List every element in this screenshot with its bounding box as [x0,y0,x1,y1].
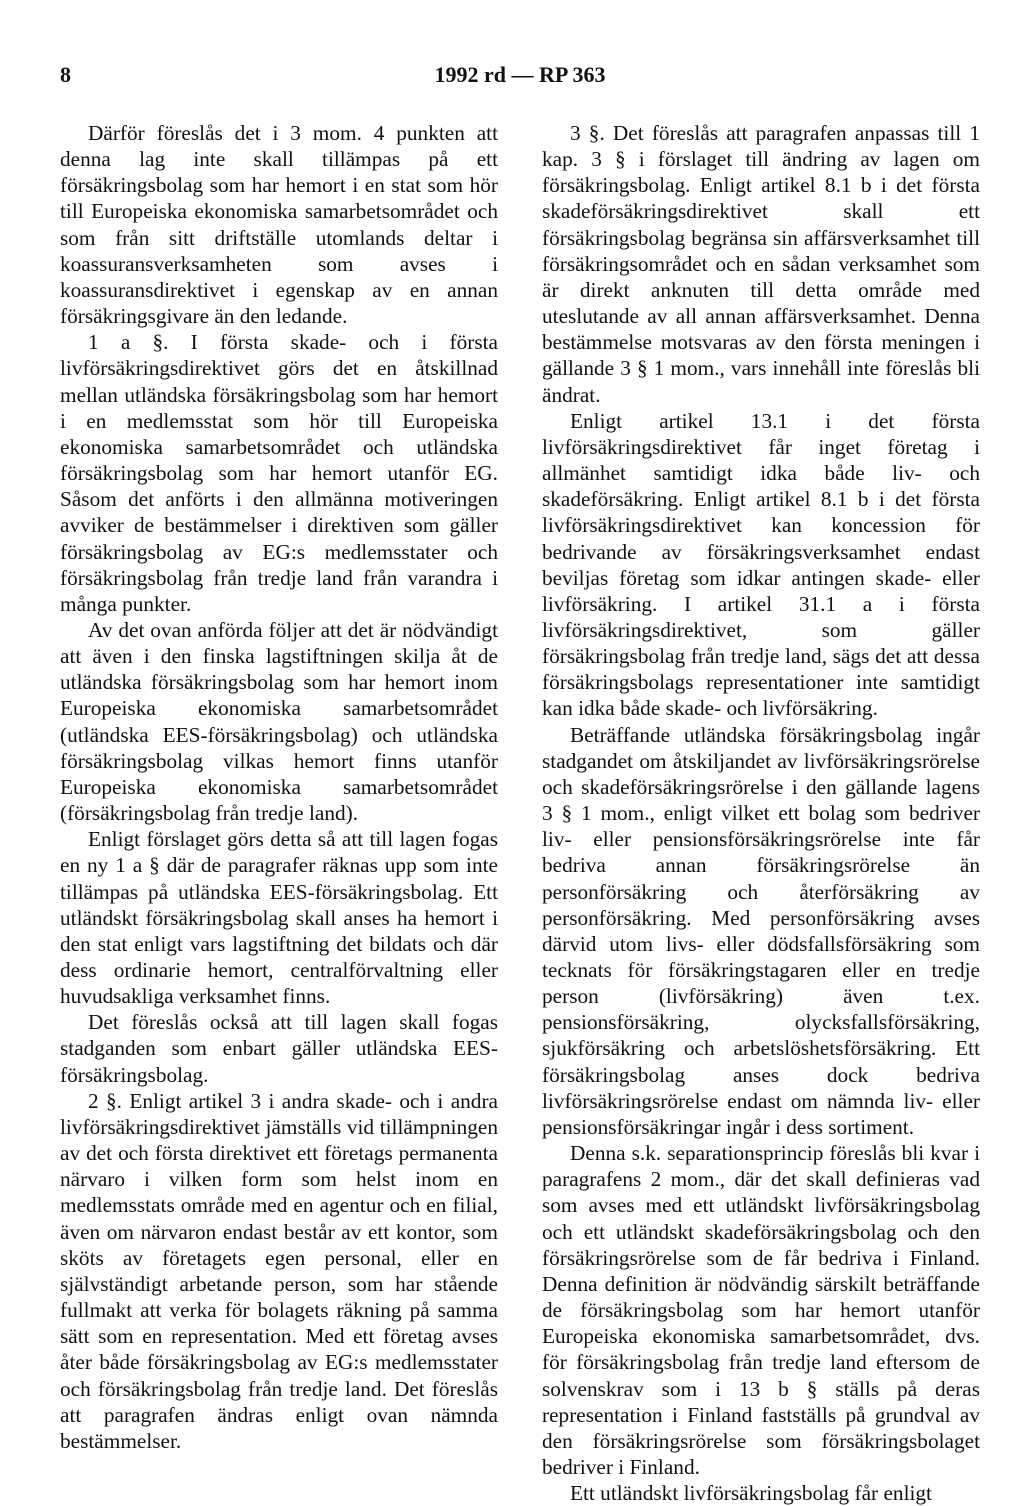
left-column [60,120,498,1454]
paragraph: Enligt artikel 13.1 i det första livförsäkringsdirektivet får inget företag i allmänhet samtidigt idka både liv- och skadeförsäkring. Enligt artikel 8.1 b i det första livförsäkringsdirektivet kan koncession för bedrivande av försäkringsverksamhet endast beviljas företag som idkar antingen skade- eller livförsäkring. I artikel 31.1 a i första livförsäkringsdirektivet, som gäller försäkringsbolag från tredje land, sägs det att dessa försäkringsbolags representationer inte samtidigt kan idka både skade- och livförsäkring. [542,408,980,721]
paragraph: 2 §. Enligt artikel 3 i andra skade- och i andra livförsäkringsdirektivet jämställs vid tillämpningen av det och första direktivet ett företags permanenta närvaro i vilken form som helst inom en medlemsstats område med en agentur och en filial, även om närvaron endast består av ett kontor, som sköts av företagets egen personal, eller en självständigt arbetande person, som har stående fullmakt att verka för bolagets räkning på samma sätt som en representation. Med ett företag avses åter både försäkringsbolag av EG:s medlemsstater och försäkringsbolag från tredje land. Det föreslås att paragrafen ändras enligt ovan nämnda bestämmelser. [60,1088,498,1453]
paragraph: 3 §. Det föreslås att paragrafen anpassas till 1 kap. 3 § i förslaget till ändring av lagen om försäkringsbolag. Enligt artikel 8.1 b i det första skadeförsäkringsdirektivet skall ett försäkringsbolag begränsa sin affärsverksamhet till försäkringsområdet och en sådan verksamhet som är direkt anknuten till detta område med uteslutande av all annan affärsverksamhet. Denna bestämmelse motsvaras av den första meningen i gällande 3 § 1 mom., vars innehåll inte föreslås bli ändrat. [542,121,980,407]
paragraph: Därför föreslås det i 3 mom. 4 punkten att denna lag inte skall tillämpas på ett försäkringsbolag som har hemort i en stat som hör till Europeiska ekonomiska samarbetsområdet och som från sitt driftställe utomlands deltar i koassuransverksamheten som avses i koassuransdirektivet i egenskap av en annan försäkringsgivare än den ledande. [60,121,498,329]
page-number: 8 [60,62,71,87]
paragraph: Beträffande utländska försäkringsbolag ingår stadgandet om åtskiljandet av livförsäkringsrörelse och skadeförsäkringsrörelse i den gällande lagens 3 § 1 mom., enligt vilket ett bolag som bedriver liv- eller pensionsförsäkringsrörelse inte får bedriva annan försäkringsrörelse än personförsäkring och återförsäkring av personförsäkring. Med personförsäkring avses därvid utom livs- eller dödsfallsförsäkring som tecknats för försäkringstagaren eller en tredje person (livförsäkring) även t.ex. pensionsförsäkring, olycksfallsförsäkring, sjukförsäkring och arbetslöshetsförsäkring. Ett försäkringsbolag anses dock bedriva livförsäkringsrörelse endast om nämnda liv- eller pensionsförsäkringar ingår i dess sortiment. [542,722,980,1139]
paragraph: Av det ovan anförda följer att det är nödvändigt att även i den finska lagstiftningen skilja åt de utländska försäkringsbolag som har hemort inom Europeiska ekonomiska samarbetsområdet (utländska EES-försäkringsbolag) och utländska försäkringsbolag vilkas hemort finns utanför Europeiska ekonomiska samarbetsområdet (försäkringsbolag från tredje land). [60,617,498,826]
paragraph: 1 a §. I första skade- och i första livförsäkringsdirektivet görs det en åtskillnad mellan utländska försäkringsbolag som har hemort i en medlemsstat som hör till Europeiska ekonomiska samarbetsområdet och utländska försäkringsbolag som har hemort utanför EG. Såsom det anförts i den allmänna motiveringen avviker de bestämmelser i direktiven som gäller försäkringsbolag av EG:s medlemsstater och försäkringsbolag från tredje land från varandra i många punkter. [60,330,498,616]
paragraph: Denna s.k. separationsprincip föreslås bli kvar i paragrafens 2 mom., där det skall definieras vad som avses med ett utländskt livförsäkringsbolag och ett utländskt skadeförsäkringsbolag och den försäkringsrörelse som de får bedriva i Finland. Denna definition är nödvändig särskilt beträffande de försäkringsbolag som har hemort utanför Europeiska ekonomiska samarbetsområdet, dvs. för försäkringsbolag från tredje land eftersom de solvenskrav som i 13 b § ställs på deras representation i Finland fastställs på grundval av den försäkringsrörelse som försäkringsbolaget bedriver i Finland. [542,1141,980,1479]
paragraph: Enligt förslaget görs detta så att till lagen fogas en ny 1 a § där de paragrafer räknas upp som inte tillämpas på utländska EES-försäkringsbolag. Ett utländskt försäkringsbolag skall anses ha hemort i den stat enligt vars lagstiftning det bildats och där dess ordinarie hemort, centralförvaltning eller huvudsakliga verksamhet finns. [60,827,498,1009]
document-reference: 1992 rd — RP 363 [434,62,606,87]
paragraph: Det föreslås också att till lagen skall fogas stadganden som enbart gäller utländska EES-försäkringsbolag. [60,1010,498,1087]
page-header [60,62,980,92]
paragraph: Ett utländskt livförsäkringsbolag får enligt [570,1481,932,1506]
right-column [542,120,980,1506]
